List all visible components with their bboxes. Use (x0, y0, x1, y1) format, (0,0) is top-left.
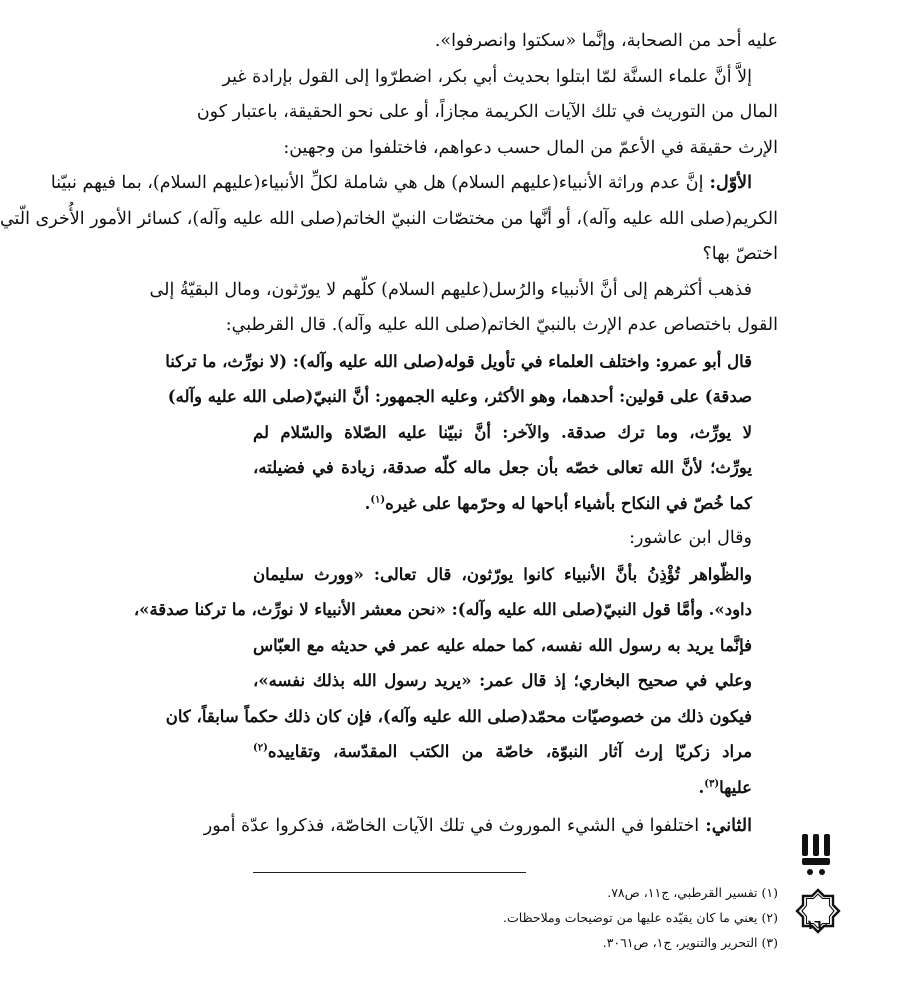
page-number-badge (790, 828, 846, 958)
text-line (149, 273, 778, 309)
footnotes (253, 880, 778, 955)
text-line (253, 237, 778, 273)
text-segment: الإرث حقيقة في الأعمّ من المال حسب دعواهم، فاختلفوا من وجهين: (283, 137, 778, 158)
text-segment: قال أبو عمرو: واختلف العلماء في تأويل قوله(صلى الله عليه وآله): (لا نورِّث، ما تركنا (165, 351, 752, 371)
text-segment: إنَّ عدم وراثة الأنبياء(عليهم السلام) هل هي شاملة لكلِّ الأنبياء(عليهم السلام)، بما فيهم نبيّنا (50, 173, 704, 193)
text-segment: . (698, 777, 705, 797)
text-segment: الأوّل: (703, 173, 752, 193)
text-line (196, 95, 778, 131)
text-segment: . (364, 493, 371, 513)
text-line (165, 699, 778, 735)
text-segment: وعلي في صحيح البخاري؛ إذ قال عمر: «يريد رسول الله بذلك نفسه»، (253, 671, 752, 690)
text-line (253, 770, 778, 806)
text-line (50, 166, 778, 202)
footnote-ref: (٣) (704, 778, 720, 789)
text-segment: داود». وأمَّا قول النبيّ(صلى الله عليه وآله): «نحن معشر الأنبياء لا نورِّث، ما تركنا صدقة»، (133, 600, 752, 619)
text-segment: فذهب أكثرهم إلى أنَّ الأنبياء والرُسل(عليهم السلام) كلّهم لا يورّثون، ومال البقيّةُ إلى (149, 279, 752, 300)
text-segment: اختصّ بها؟ (702, 244, 778, 264)
text-line (253, 24, 778, 60)
text-segment: صدقة) على قولين: أحدهما، وهو الأكثر، وعليه الجمهور: أنَّ النبيّ(صلى الله عليه وآله) (167, 387, 752, 406)
footnote: (١) تفسير القرطبي، ج١١، ص٧٨. (607, 885, 778, 900)
text-line (253, 521, 778, 557)
text-segment: مراد زكريّا إرث آثار النبوّة، خاصّة من الكتب المقدّسة، وتقاييده (267, 742, 752, 761)
text-segment: لا يورِّث، وما ترك صدقة. والآخر: أنَّ نبيّنا عليه الصّلاة والسّلام لم (253, 422, 752, 442)
footnote: (٣) التحرير والتنوير، ج١، ص٣٠٦١. (602, 935, 778, 950)
text-segment: كما خُصّ في النكاح بأشياء أباحها له وحرّمها على غيره (385, 493, 752, 513)
page-number: ١٦٠ (806, 918, 830, 933)
text-line (253, 663, 778, 699)
text-line (133, 592, 778, 628)
text-segment: عليه أحد من الصحابة، وإنَّما «سكتوا وانصرفوا». (434, 31, 778, 51)
text-line (203, 809, 778, 845)
decorative-ornament-icon (790, 828, 846, 958)
footnote-separator (253, 872, 526, 873)
text-line (253, 628, 778, 664)
text-segment: وقال ابن عاشور: (629, 528, 752, 548)
footnote-ref: (٢) (253, 742, 268, 754)
text-line (253, 734, 778, 770)
text-line (225, 308, 778, 344)
text-segment: المال من التوريث في تلك الآيات الكريمة مجازاً، أو على نحو الحقيقة، باعتبار كون (196, 102, 778, 122)
text-segment: الكريم(صلى الله عليه وآله)، أو أنَّها من مختصّات النبيّ الخاتم(صلى الله عليه وآله)، كسائر الأمور الأُخرى الّتي (0, 208, 778, 229)
footnote-ref: (١) (370, 494, 386, 505)
text-line (253, 450, 778, 486)
text-segment: إلاَّ أنَّ علماء السنَّة لمّا ابتلوا بحديث أبي بكر، اضطرّوا إلى القول بإرادة غير (222, 66, 752, 87)
text-segment: الثاني: (699, 816, 752, 836)
text-line (253, 557, 778, 593)
text-line (222, 60, 778, 96)
text-line (0, 202, 778, 238)
text-segment: عليها (719, 777, 752, 797)
footnote: (٢) يعني ما كان يقيّده عليها من توضيحات وملاحظات. (503, 910, 778, 925)
text-segment: يورِّث؛ لأنَّ الله تعالى خصّه بأن جعل ماله كلّه صدقة، زيادة في فضيلته، (253, 458, 752, 477)
text-line (253, 486, 778, 522)
text-segment: فإنَّما يريد به رسول الله نفسه، كما حمله عليه عمر في حديثه مع العبّاس (253, 635, 752, 655)
text-line (165, 344, 778, 380)
text-segment: اختلفوا في الشيء الموروث في تلك الآيات الخاصّة، فذكروا عدّة أمور (203, 816, 700, 836)
text-line (253, 415, 778, 451)
page-body (0, 24, 778, 845)
text-segment: والظّواهر تُؤْذِنُ بأنَّ الأنبياء كانوا يورّثون، قال تعالى: «وورث سليمان (253, 564, 752, 584)
text-line (167, 379, 778, 415)
text-segment: فيكون ذلك من خصوصيّات محمّد(صلى الله عليه وآله)، فإن كان ذلك حكماً سابقاً، كان (165, 706, 752, 726)
text-segment: القول باختصاص عدم الإرث بالنبيّ الخاتم(صلى الله عليه وآله). قال القرطبي: (225, 315, 778, 335)
text-line (253, 131, 778, 167)
